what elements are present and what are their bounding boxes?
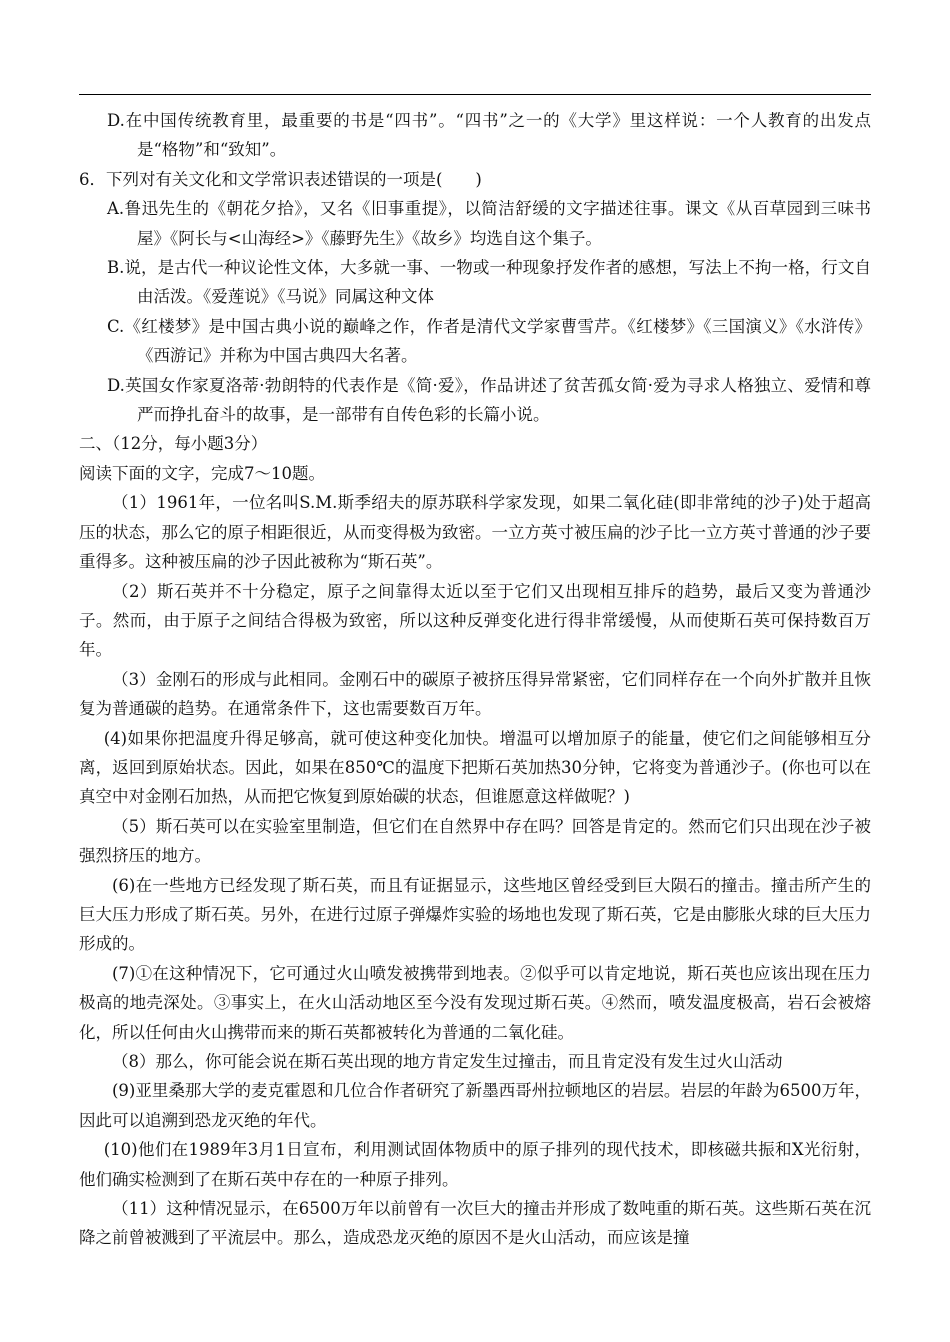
passage-paragraph: （2）斯石英并不十分稳定，原子之间靠得太近以至于它们又出现相互排斥的趋势，最后又变为普通沙子。然而，由于原子之间结合得极为致密，所以这种反弹变化进行得非常缓慢，从而使斯石英可保持数百万年。	[79, 581, 871, 660]
q5-option-d: D.在中国传统教育里，最重要的书是“四书”。“四书”之一的《大学》里这样说：一个人教育的出发点是“格物”和“致知”。	[107, 111, 871, 160]
passage-paragraph: (6)在一些地方已经发现了斯石英，而且有证据显示，这些地区曾经受到巨大陨石的撞击。撞击所产生的巨大压力形成了斯石英。另外，在进行过原子弹爆炸实验的场地也发现了斯石英，它是由膨胀火球的巨大压力形成的。	[79, 875, 871, 954]
q6-option-b: B.说，是古代一种议论性文体，大多就一事、一物或一种现象抒发作者的感想，写法上不拘一格，行文自由活泼。《爱莲说》《马说》同属这种文体	[107, 258, 871, 307]
exam-page	[79, 106, 871, 1253]
passage-paragraph: (4)如果你把温度升得足够高，就可使这种变化加快。增温可以增加原子的能量，使它们之间能够相互分离，返回到原始状态。因此，如果在850℃的温度下把斯石英加热30分钟，它将变为普通沙子。(你也可以在真空中对金刚石加热，从而把它恢复到原始碳的状态，但谁愿意这样做呢？)	[79, 728, 871, 807]
passage-paragraph: (10)他们在1989年3月1日宣布，利用测试固体物质中的原子排列的现代技术，即核磁共振和X光衍射，他们确实检测到了在斯石英中存在的一种原子排列。	[79, 1140, 871, 1189]
passage-paragraph: （11）这种情况显示，在6500万年以前曾有一次巨大的撞击并形成了数吨重的斯石英。这些斯石英在沉降之前曾被溅到了平流层中。那么，造成恐龙灭绝的原因不是火山活动，而应该是撞	[79, 1199, 871, 1248]
q6-stem: 6．下列对有关文化和文学常识表述错误的一项是( )	[79, 169, 482, 189]
q6-option-d: D.英国女作家夏洛蒂·勃朗特的代表作是《简·爱》，作品讲述了贫苦孤女简·爱为寻求人格独立、爱情和尊严而挣扎奋斗的故事，是一部带有自传色彩的长篇小说。	[107, 375, 871, 425]
passage-paragraph: (7)①在这种情况下，它可通过火山喷发被携带到地表。②似乎可以肯定地说，斯石英也应该出现在压力极高的地壳深处。③事实上，在火山活动地区至今没有发现过斯石英。④然而，喷发温度极高，岩石会被熔化，所以任何由火山携带而来的斯石英都被转化为普通的二氧化硅。	[79, 963, 871, 1042]
section-instruction: 阅读下面的文字，完成7～10题。	[79, 463, 325, 483]
section-heading: 二、（12分，每小题3分）	[79, 434, 268, 454]
passage-paragraph: （8）那么，你可能会说在斯石英出现的地方肯定发生过撞击，而且肯定没有发生过火山活动	[112, 1052, 783, 1071]
passage-paragraph: (9)亚里桑那大学的麦克霍恩和几位合作者研究了新墨西哥州拉顿地区的岩层。岩层的年龄为6500万年，因此可以追溯到恐龙灭绝的年代。	[79, 1081, 871, 1130]
q6-option-a: A.鲁迅先生的《朝花夕拾》，又名《旧事重提》，以简洁舒缓的文字描述往事。课文《从百草园到三味书屋》《阿长与<山海经>》《藤野先生》《故乡》均选自这个集子。	[107, 199, 871, 248]
header-rule	[79, 94, 871, 95]
q6-option-c: C.《红楼梦》是中国古典小说的巅峰之作，作者是清代文学家曹雪芹。《红楼梦》《三国演义》《水浒传》《西游记》并称为中国古典四大名著。	[107, 316, 871, 366]
passage-paragraph: （5）斯石英可以在实验室里制造，但它们在自然界中存在吗？回答是肯定的。然而它们只出现在沙子被强烈挤压的地方。	[79, 816, 871, 866]
passage-paragraph: （1）1961年，一位名叫S.M.斯季绍夫的原苏联科学家发现，如果二氧化硅(即非常纯的沙子)处于超高压的状态，那么它的原子相距很近，从而变得极为致密。一立方英寸被压扁的沙子比一立方英寸普通的沙子要重得多。这种被压扁的沙子因此被称为“斯石英”。	[79, 493, 871, 572]
passage-paragraph: （3）金刚石的形成与此相同。金刚石中的碳原子被挤压得异常紧密，它们同样存在一个向外扩散并且恢复为普通碳的趋势。在通常条件下，这也需要数百万年。	[79, 669, 871, 719]
